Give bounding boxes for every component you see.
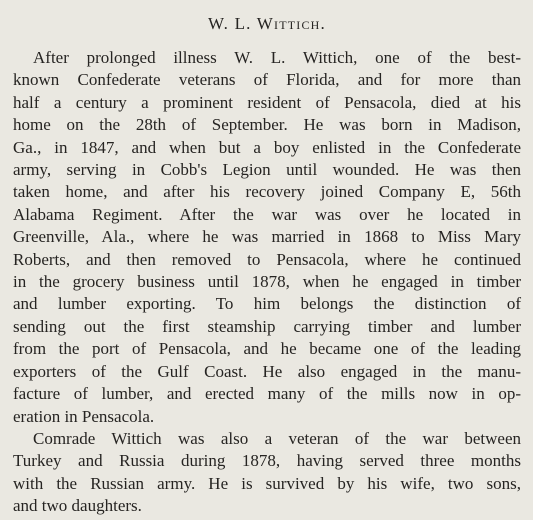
- paragraph-veteran-russia: [13, 428, 521, 518]
- text-line: known Confederate veterans of Florida, and for more than: [13, 70, 521, 90]
- text-line: Comrade Wittich was also a veteran of the war between: [33, 428, 521, 448]
- text-line: with the Russian army. He is survived by his wife, two sons,: [13, 473, 521, 493]
- text-line: from the port of Pensacola, and he became one of the leading: [13, 339, 521, 359]
- text-line: Alabama Regiment. After the war was over he located in: [13, 204, 521, 224]
- text-line: After prolonged illness W. L. Wittich, one of the best-: [33, 48, 521, 67]
- text-line: in the grocery business until 1878, when he engaged in timber: [13, 272, 521, 292]
- article-title: W. L. Wittich.: [208, 14, 326, 33]
- text-line: and two daughters.: [13, 496, 142, 516]
- text-line: army, serving in Cobb's Legion until wounded. He was then: [13, 160, 521, 180]
- text-line: Ga., in 1847, and when but a boy enlisted in the Confederate: [13, 137, 521, 157]
- text-line: home on the 28th of September. He was born in Madison,: [13, 115, 521, 135]
- text-line: half a century a prominent resident of Pensacola, died at his: [13, 92, 521, 112]
- text-line: Greenville, Ala., where he was married in 1868 to Miss Mary: [13, 227, 521, 247]
- text-line: sending out the first steamship carrying timber and lumber: [13, 316, 521, 336]
- paragraph-obituary: [13, 47, 521, 428]
- text-line: exporters of the Gulf Coast. He also engaged in the manu-: [13, 361, 521, 381]
- text-line: Roberts, and then removed to Pensacola, where he continued: [13, 249, 521, 269]
- text-line: eration in Pensacola.: [13, 406, 155, 426]
- text-line: facture of lumber, and erected many of the mills now in op-: [13, 384, 521, 404]
- text-line: taken home, and after his recovery joined Company E, 56th: [13, 182, 521, 202]
- text-line: and lumber exporting. To him belongs the distinction of: [13, 294, 521, 314]
- text-line: Turkey and Russia during 1878, having served three months: [13, 451, 521, 471]
